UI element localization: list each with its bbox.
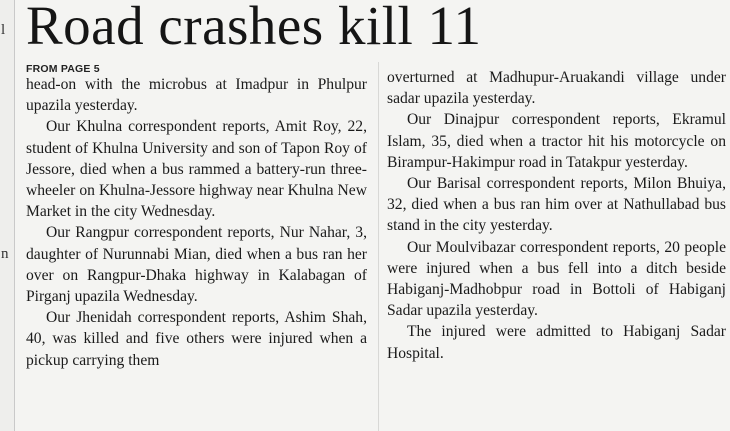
article-headline: Road crashes kill 11 xyxy=(26,0,482,56)
paragraph: Our Dinajpur correspondent reports, Ekramul Islam, 35, died when a tractor hit his motorcycle on Birampur-Hakimpur road in Tatakpur yesterday. xyxy=(387,111,726,171)
paragraph: Our Khulna correspondent reports, Amit Roy, 22, student of Khulna University and son of Tapon Roy of Jessore, died when a bus rammed a battery-run three-wheeler on Khulna-Jessore highway near Khulna New Market in the city Wednesday. xyxy=(26,118,367,221)
paragraph: overturned at Madhupur-Aruakandi village under sadar upazila yesterday. xyxy=(387,69,726,108)
paragraph: Our Moulvibazar correspondent reports, 20 people were injured when a bus fell into a ditch beside Habiganj-Madhobpur road in Bottoli of Habiganj Sadar upazila yesterday. xyxy=(387,238,726,320)
paragraph: Our Rangpur correspondent reports, Nur Nahar, 3, daughter of Nurunnabi Mian, died when a bus ran her over on Rangpur-Dhaka highway in Kalabagan of Pirganj upazila Wednesday. xyxy=(26,224,367,306)
paragraph: head-on with the microbus at Imadpur in Phulpur upazila yesterday. xyxy=(26,76,367,115)
edge-fragment: n xyxy=(1,246,9,262)
article-column-2 xyxy=(387,67,726,364)
paragraph: Our Barisal correspondent reports, Milon Bhuiya, 32, died when a bus ran him over at Nathullabad bus stand in the city yesterday. xyxy=(387,175,726,235)
adjacent-column-edge xyxy=(0,0,15,431)
column-divider xyxy=(378,62,379,431)
continued-from-label: FROM PAGE 5 xyxy=(26,63,100,75)
paragraph: Our Jhenidah correspondent reports, Ashim Shah, 40, was killed and five others were injured when a pickup carrying them xyxy=(26,309,367,369)
paragraph: The injured were admitted to Habiganj Sadar Hospital. xyxy=(387,323,726,362)
article-column-1 xyxy=(26,63,367,371)
edge-fragment: l xyxy=(1,22,6,38)
